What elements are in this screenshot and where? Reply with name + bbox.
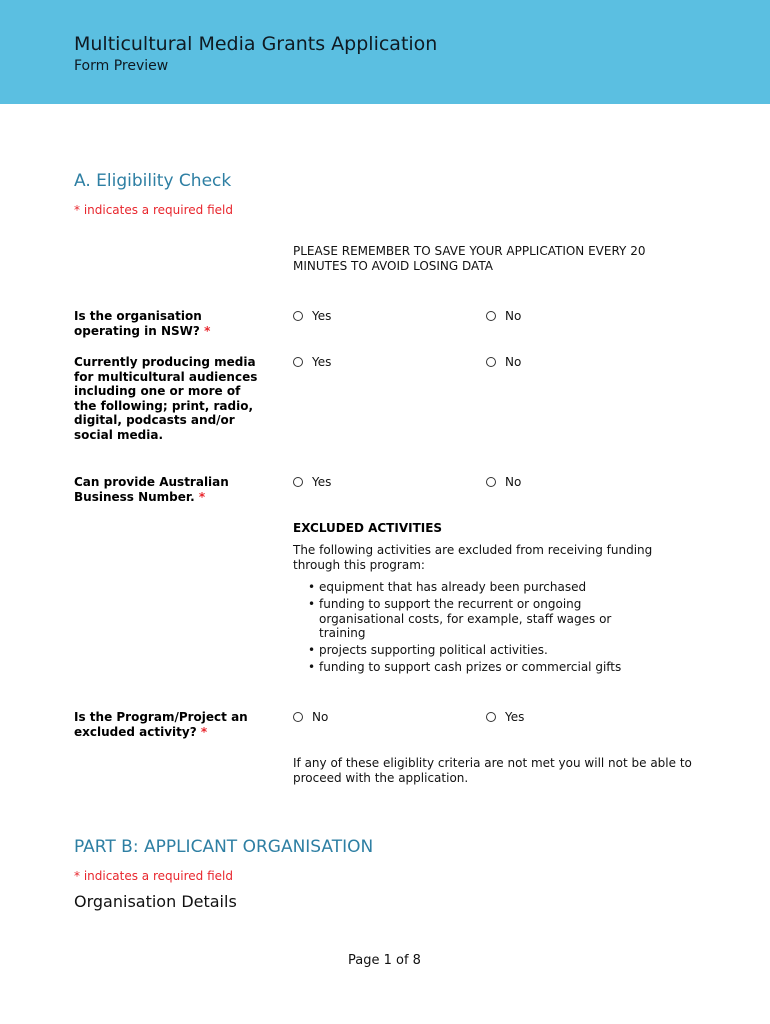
required-mark: * <box>204 323 211 338</box>
radio-producing-media-no[interactable] <box>486 355 521 369</box>
page-number: Page 1 of 8 <box>348 953 421 968</box>
eligibility-criteria-note: If any of these eligiblity criteria are not met you will not be able to proceed with the application. <box>293 756 692 785</box>
radio-label: Yes <box>312 355 332 369</box>
radio-excluded-activity-yes[interactable] <box>486 710 524 724</box>
section-a-title: A. Eligibility Check <box>74 171 232 191</box>
list-item: • equipment that has already been purchased <box>293 580 688 595</box>
question-excluded-activity <box>74 710 254 739</box>
radio-label: Yes <box>312 475 332 489</box>
radio-circle-icon[interactable] <box>486 311 496 321</box>
question-label: Is the organisation operating in NSW? <box>74 309 202 338</box>
radio-operating-nsw-no[interactable] <box>486 309 521 323</box>
radio-label: Yes <box>505 710 525 724</box>
radio-circle-icon[interactable] <box>486 357 496 367</box>
radio-producing-media-yes[interactable] <box>293 355 331 369</box>
question-abn <box>74 475 254 504</box>
list-item: • funding to support the recurrent or ongoing organisational costs, for example, staff wages or training <box>293 597 688 641</box>
radio-abn-yes[interactable] <box>293 475 331 489</box>
form-subtitle: Form Preview <box>74 58 169 74</box>
organisation-details-heading: Organisation Details <box>74 892 237 911</box>
radio-label: No <box>505 355 522 369</box>
radio-circle-icon[interactable] <box>293 357 303 367</box>
section-b-required-note: * indicates a required field <box>74 869 233 883</box>
question-label: Can provide Australian Business Number. <box>74 475 229 504</box>
list-item: • projects supporting political activities. <box>293 643 688 658</box>
radio-circle-icon[interactable] <box>293 311 303 321</box>
radio-circle-icon[interactable] <box>293 712 303 722</box>
radio-circle-icon[interactable] <box>293 477 303 487</box>
radio-label: Yes <box>312 309 332 323</box>
section-a-required-note: * indicates a required field <box>74 203 233 217</box>
question-label: Is the Program/Project an excluded activity? <box>74 710 248 739</box>
radio-circle-icon[interactable] <box>486 712 496 722</box>
excluded-activities-list <box>293 580 688 678</box>
required-mark: * <box>200 724 208 739</box>
save-reminder: PLEASE REMEMBER TO SAVE YOUR APPLICATION EVERY 20 MINUTES TO AVOID LOSING DATA <box>293 244 646 273</box>
question-operating-nsw <box>74 309 264 338</box>
radio-label: No <box>505 309 522 323</box>
question-label: Currently producing media for multicultural audiences including one or more of the following; print, radio, digital, podcasts and/or social media. <box>74 355 258 442</box>
section-b-title: PART B: APPLICANT ORGANISATION <box>74 837 374 857</box>
radio-abn-no[interactable] <box>486 475 521 489</box>
excluded-activities-intro: The following activities are excluded from receiving funding through this program: <box>293 543 653 572</box>
radio-label: No <box>505 475 522 489</box>
radio-excluded-activity-no[interactable] <box>293 710 328 724</box>
radio-operating-nsw-yes[interactable] <box>293 309 331 323</box>
radio-circle-icon[interactable] <box>486 477 496 487</box>
question-producing-media <box>74 355 259 443</box>
excluded-activities-title: EXCLUDED ACTIVITIES <box>293 521 443 535</box>
form-title: Multicultural Media Grants Application <box>74 33 438 55</box>
required-mark: * <box>198 489 206 504</box>
form-header <box>0 0 770 104</box>
radio-label: No <box>312 710 329 724</box>
list-item: • funding to support cash prizes or commercial gifts <box>293 660 688 675</box>
